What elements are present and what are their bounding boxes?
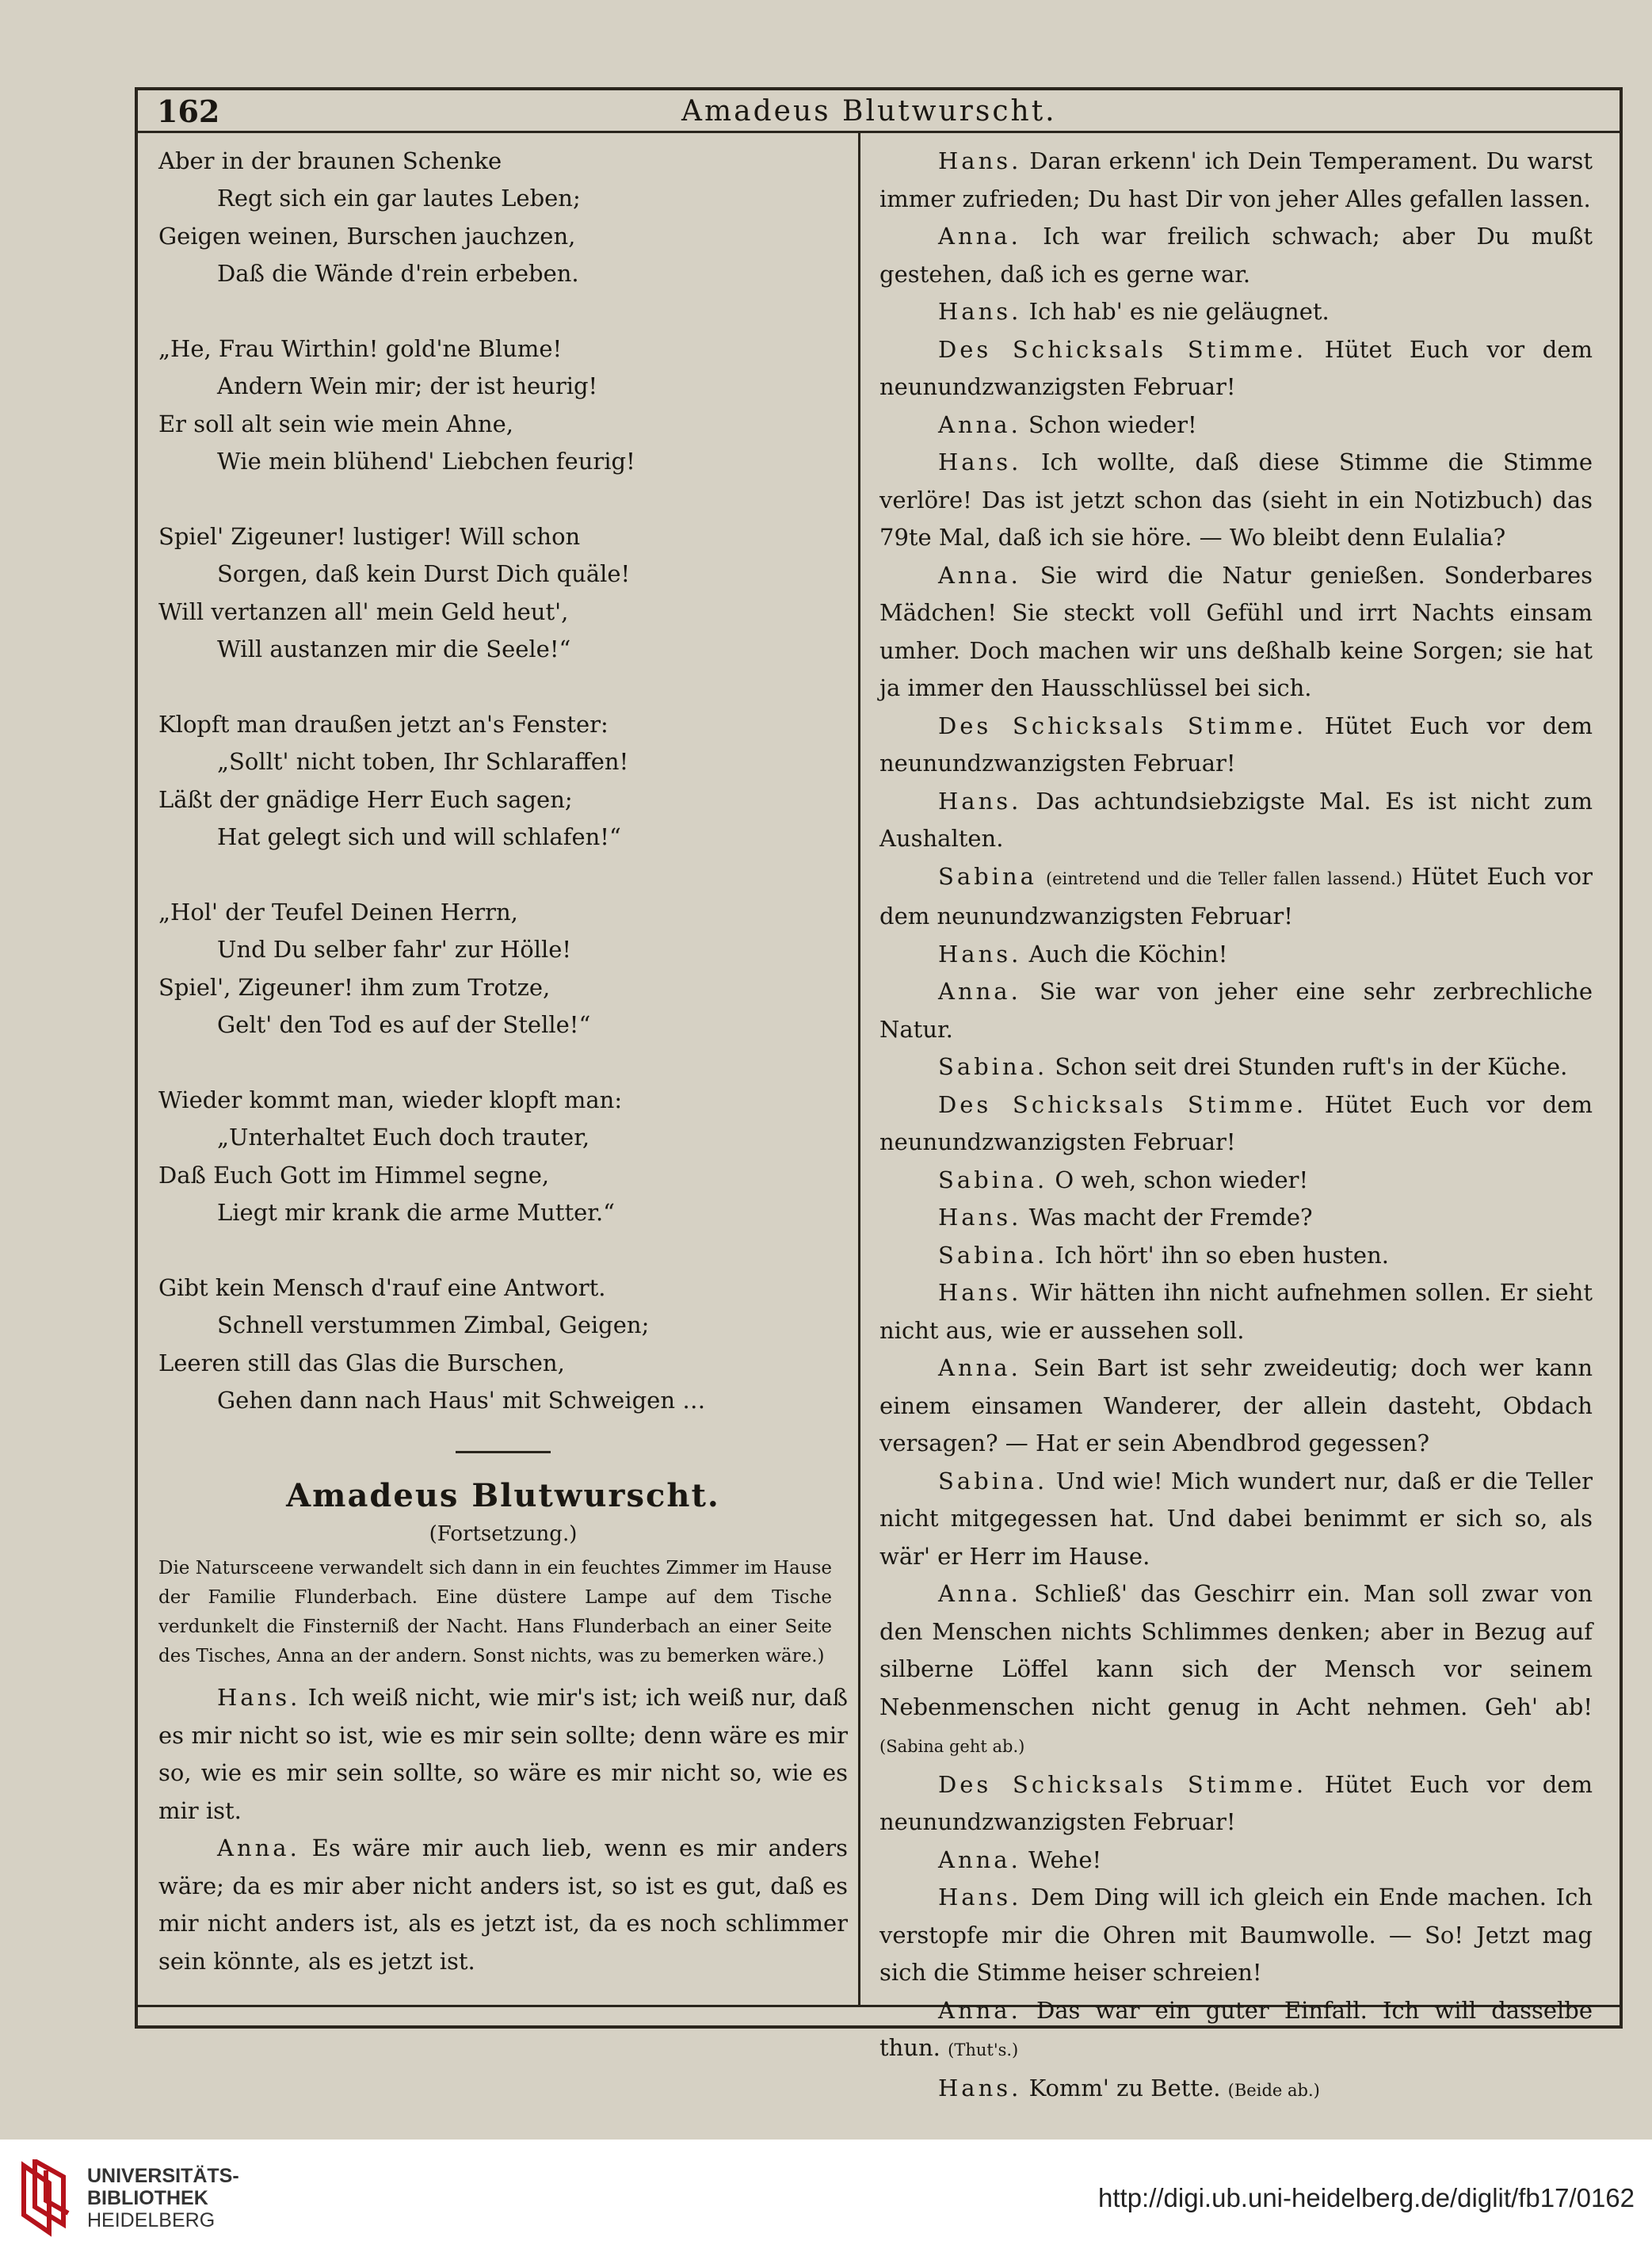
dialogue-text: Hütet Euch vor dem neunundzwanzigsten Februar! (879, 335, 1593, 400)
section-divider (456, 1451, 551, 1453)
dialogue-text: Sie wird die Natur genießen. Sonderbares Mädchen! Sie steckt voll Gefühl und irrt Nachts einsam umher. Doch machen wir uns deßhalb keine Sorgen; sie hat ja immer den Hausschlüssel bei sich. (879, 561, 1593, 701)
poem-line: Sorgen, daß kein Durst Dich quäle! (217, 560, 631, 588)
dialogue-text: Schon wieder! (1028, 410, 1197, 438)
dialogue-paragraph (158, 1679, 848, 1830)
poem-line: Wie mein blühend' Liebchen feurig! (217, 448, 635, 475)
dialogue-text: Ich hört' ihn so eben husten. (1055, 1241, 1389, 1269)
poem-line: Gehen dann nach Haus' mit Schweigen … (217, 1386, 706, 1414)
speaker-name: Hans. (938, 298, 1022, 325)
speaker-name: Hans. (938, 1279, 1022, 1306)
poem-line: Leeren still das Glas die Burschen, (158, 1349, 565, 1376)
dialogue-text: Komm' zu Bette. (1028, 2074, 1221, 2101)
dialogue-paragraph (879, 1766, 1593, 1842)
page-number: 162 (157, 94, 220, 129)
dialogue-text: Das achtundsiebzigste Mal. Es ist nicht zum Aushalten. (879, 787, 1593, 852)
poem-line: „Sollt' nicht toben, Ihr Schlaraffen! (217, 748, 629, 776)
speaker-name: Hans. (938, 787, 1022, 815)
play-subtitle: (Fortsetzung.) (429, 1522, 578, 1547)
dialogue-text: Was macht der Fremde? (1028, 1204, 1313, 1231)
dialogue-paragraph (879, 1879, 1593, 1992)
poem-line: Geigen weinen, Burschen jauchzen, (158, 222, 576, 250)
poem-line: Und Du selber fahr' zur Hölle! (217, 936, 572, 964)
dialogue-paragraph (879, 936, 1593, 974)
header-rule (136, 131, 1623, 133)
speaker-name: Hans. (938, 449, 1022, 475)
dialogue-paragraph (879, 407, 1593, 445)
dialogue-text: Schon seit drei Stunden ruft's in der Küche. (1055, 1053, 1568, 1080)
poem-line: „Hol' der Teufel Deinen Herrn, (158, 898, 518, 926)
dialogue-paragraph (879, 783, 1593, 858)
source-url[interactable]: http://digi.ub.uni-heidelberg.de/diglit/fb17/0162 (1098, 2183, 1635, 2212)
poem-line: Daß Euch Gott im Himmel segne, (158, 1161, 550, 1189)
dialogue-text: Hütet Euch vor dem neunundzwanzigsten Februar! (879, 712, 1593, 777)
column-divider (858, 133, 860, 2005)
speaker-name: Hans. (938, 2074, 1022, 2101)
speaker-name: Sabina. (938, 1241, 1048, 1269)
dialogue-paragraph (879, 973, 1593, 1048)
dialogue-paragraph (879, 1086, 1593, 1162)
speaker-name: Hans. (938, 1204, 1022, 1231)
stanza-gap (158, 1231, 848, 1269)
poem-line: Gelt' den Tod es auf der Stelle!“ (217, 1010, 591, 1038)
dialogue-paragraph (879, 1842, 1593, 1880)
speaker-name: Hans. (217, 1684, 301, 1712)
stage-direction: Die Natursceene verwandelt sich dann in ein feuchtes Zimmer im Hause der Familie Flunderbach. Eine düstere Lampe auf dem Tische verdunkelt die Finsterniß der Nacht. Hans Flunderbach an einer Seite des Tisches, Anna an der andern. Sonst nichts, was zu bemerken wäre.) (158, 1558, 832, 1667)
dialogue-paragraph (879, 143, 1593, 218)
speaker-name: Anna. (938, 410, 1021, 438)
dialogue-paragraph (879, 1992, 1593, 2070)
speaker-name: Anna. (938, 978, 1021, 1005)
dialogue-text: Wehe! (1028, 1846, 1102, 1873)
dialogue-text: Und wie! Mich wundert nur, daß er die Teller nicht mitgegessen hat. Und dabei benimmt er sich so, als wär' er Herr im Hause. (879, 1467, 1593, 1570)
running-title: Amadeus Blutwurscht. (681, 95, 1057, 128)
speaker-name: Anna. (938, 1354, 1021, 1381)
poem-line: Hat gelegt sich und will schlafen!“ (217, 823, 621, 851)
library-name (87, 2165, 239, 2231)
speaker-name: Anna. (938, 223, 1021, 250)
right-column (879, 143, 1593, 2109)
speaker-name: Hans. (938, 940, 1022, 968)
dialogue-paragraph (879, 1463, 1593, 1576)
dialogue-text: Sein Bart ist sehr zweideutig; doch wer kann einem einsamen Wanderer, der allein dasteht, Obdach versagen? — Hat er sein Abendbrod gegessen? (879, 1354, 1593, 1456)
speaker-name: Sabina. (938, 1053, 1048, 1080)
poem-line: „He, Frau Wirthin! gold'ne Blume! (158, 334, 563, 362)
dialogue-text: Ich war freilich schwach; aber Du mußt gestehen, daß ich es gerne war. (879, 223, 1593, 288)
poem-line: Wieder kommt man, wieder klopft man: (158, 1086, 623, 1113)
dialogue-text: Dem Ding will ich gleich ein Ende machen. Ich verstopfe mir die Ohren mit Baumwolle. — So! Jetzt mag sich die Stimme heiser schreien! (879, 1884, 1593, 1986)
dialogue-paragraph (879, 1162, 1593, 1200)
stanza-gap (158, 1044, 848, 1081)
library-name-line2: BIBLIOTHEK (87, 2187, 208, 2209)
poem-line: Will austanzen mir die Seele!“ (217, 636, 571, 663)
dialogue-paragraph (158, 1830, 848, 1980)
poem-line: Will vertanzen all' mein Geld heut', (158, 597, 569, 625)
dialogue-text: Hütet Euch vor dem neunundzwanzigsten Februar! (879, 1090, 1593, 1155)
dialogue-text: Daran erkenn' ich Dein Temperament. Du warst immer zufrieden; Du hast Dir von jeher Alles gefallen lassen. (879, 147, 1593, 212)
speaker-name: Anna. (217, 1834, 300, 1862)
speaker-name: Anna. (938, 1996, 1021, 2024)
dialogue-paragraph (879, 1274, 1593, 1349)
play-title: Amadeus Blutwurscht. (286, 1477, 720, 1515)
dialogue-text: Es wäre mir auch lieb, wenn es mir anders wäre; da es mir aber nicht anders ist, so ist es gut, daß es mir nicht anders ist, als es jetzt ist, da es noch schlimmer sein könnte, als es jetzt ist. (158, 1834, 848, 1975)
dialogue-paragraph (879, 557, 1593, 708)
poem-line: Liegt mir krank die arme Mutter.“ (217, 1198, 615, 1226)
dialogue-paragraph (879, 1237, 1593, 1275)
poem-line: Regt sich ein gar lautes Leben; (217, 185, 581, 212)
dialogue-text: Das war ein guter Einfall. Ich will dasselbe thun. (879, 1996, 1593, 2061)
poem-line: Gibt kein Mensch d'rauf eine Antwort. (158, 1273, 606, 1301)
dialogue-paragraph (879, 708, 1593, 783)
dialogue-text: Ich weiß nicht, wie mir's ist; ich weiß nur, daß es mir nicht so ist, wie es mir sein sollte; denn wäre es mir so, wie es mir sein sollte, so wäre es mir nicht so, wie es mir ist. (158, 1684, 848, 1824)
speaker-name: Des Schicksals Stimme. (938, 1770, 1307, 1798)
speaker-name: Anna. (938, 1846, 1021, 1873)
speaker-name: Des Schicksals Stimme. (938, 1090, 1307, 1118)
poem-line: Er soll alt sein wie mein Ahne, (158, 410, 513, 437)
poem-line: Spiel', Zigeuner! ihm zum Trotze, (158, 973, 551, 1001)
stanza-gap (158, 293, 848, 330)
speaker-name: Sabina. (938, 1166, 1048, 1193)
dialogue-text: Schließ' das Geschirr ein. Man soll zwar von den Menschen nichts Schlimmes denken; aber in Bezug auf silberne Löffel kann sich der Mensch vor seinem Nebenmenschen nicht genug in Acht nehmen. Geh' ab! (879, 1580, 1593, 1720)
speaker-name: Hans. (938, 147, 1022, 174)
speaker-name: Sabina (938, 862, 1037, 890)
dialogue-text: Hütet Euch vor dem neunundzwanzigsten Februar! (879, 862, 1593, 930)
dialogue-text: Ich hab' es nie geläugnet. (1028, 298, 1330, 325)
poem-line: Schnell verstummen Zimbal, Geigen; (217, 1311, 650, 1339)
dialogue-paragraph (879, 444, 1593, 557)
dialogue-text: Sie war von jeher eine sehr zerbrechliche Natur. (879, 978, 1593, 1043)
poem-line: Läßt der gnädige Herr Euch sagen; (158, 785, 573, 813)
stanza-gap (158, 856, 848, 893)
dialogue-paragraph (879, 1048, 1593, 1086)
poem-line: Andern Wein mir; der ist heurig! (217, 372, 598, 400)
left-dialogue (158, 1679, 848, 1980)
speaker-name: Des Schicksals Stimme. (938, 712, 1307, 739)
right-dialogue (879, 143, 1593, 2109)
dialogue-paragraph (879, 293, 1593, 331)
poem-line: Daß die Wände d'rein erbeben. (217, 260, 579, 288)
dialogue-paragraph (879, 2070, 1593, 2110)
speaker-name: Sabina. (938, 1467, 1048, 1494)
dialogue-text: Hütet Euch vor dem neunundzwanzigsten Februar! (879, 1770, 1593, 1835)
left-column (158, 143, 848, 1980)
stage-aside: (Sabina geht ab.) (879, 1737, 1025, 1756)
speaker-name: Anna. (938, 561, 1021, 589)
dialogue-paragraph (879, 218, 1593, 293)
dialogue-text: Auch die Köchin! (1028, 940, 1228, 968)
dialogue-text: Wir hätten ihn nicht aufnehmen sollen. Er sieht nicht aus, wie er aussehen soll. (879, 1279, 1593, 1344)
stage-aside: (Thut's.) (948, 2040, 1019, 2059)
dialogue-text: O weh, schon wieder! (1055, 1166, 1309, 1193)
stanza-gap (158, 668, 848, 705)
speaker-name: Anna. (938, 1580, 1021, 1607)
library-logo-icon (17, 2159, 73, 2239)
library-name-line3: HEIDELBERG (87, 2209, 216, 2231)
library-name-line1: UNIVERSITÄTS- (87, 2165, 239, 2187)
poem-line: „Unterhaltet Euch doch trauter, (217, 1124, 590, 1151)
poem-line: Aber in der braunen Schenke (158, 147, 502, 174)
poem-line: Spiel' Zigeuner! lustiger! Will schon (158, 522, 581, 550)
poem-line: Klopft man draußen jetzt an's Fenster: (158, 710, 609, 738)
stage-aside: (eintretend und die Teller fallen lassend.) (1045, 868, 1403, 888)
dialogue-paragraph (879, 1199, 1593, 1237)
dialogue-paragraph (879, 331, 1593, 407)
dialogue-paragraph (879, 1349, 1593, 1463)
poem (158, 143, 848, 1419)
speaker-name: Hans. (938, 1884, 1022, 1911)
speaker-name: Des Schicksals Stimme. (938, 335, 1307, 363)
stage-aside: (Beide ab.) (1227, 2080, 1320, 2100)
dialogue-text: Ich wollte, daß diese Stimme die Stimme verlöre! Das ist jetzt schon das (sieht in ein Notizbuch) das 79te Mal, daß ich sie höre. — Wo bleibt denn Eulalia? (879, 449, 1593, 551)
dialogue-paragraph (879, 1575, 1593, 1766)
dialogue-paragraph (879, 858, 1593, 936)
stanza-gap (158, 481, 848, 518)
